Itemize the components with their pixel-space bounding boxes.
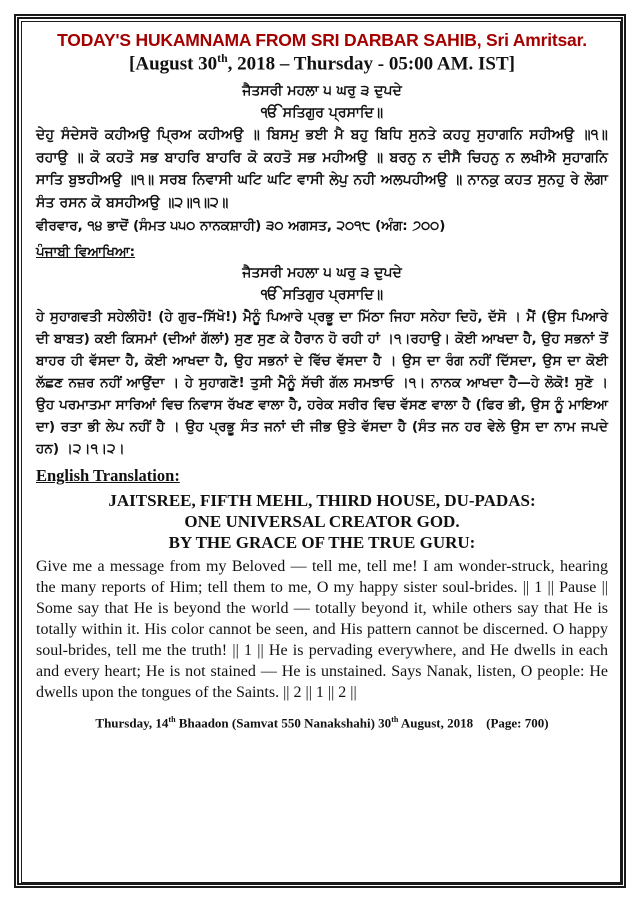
punjabi-explanation: ਹੇ ਸੁਹਾਗਵਤੀ ਸਹੇਲੀਹੋ! (ਹੇ ਗੁਰ–ਸਿੱਖੋ!) ਮੈਨੂੰ ਪਿਆਰੇ ਪ੍ਰਭੂ ਦਾ ਮਿੱਠਾ ਜਿਹਾ ਸਨੇਹਾ ਦਿਹੋ, ਦੱਸੋ । ਮੈਂ (ਉਸ ਪਿਆਰੇ ਦੀ ਬਾਬਤ) ਕਈ ਕਿਸਮਾਂ (ਦੀਆਂ ਗੱਲਾਂ) ਸੁਣ ਸੁਣ ਕੇ ਹੈਰਾਨ ਹੋ ਰਹੀ ਹਾਂ ।੧।ਰਹਾਉ। ਕੋਈ ਆਖਦਾ ਹੈ, ਉਹ ਸਭਨਾਂ ਤੋਂ ਬਾਹਰ ਹੀ ਵੱਸਦਾ ਹੈ, ਕੋਈ ਆਖਦਾ ਹੈ, ਉਹ ਸਭਨਾਂ ਦੇ ਵਿੱਚ ਵੱਸਦਾ ਹੈ । ਉਸ ਦਾ ਰੰਗ ਨਹੀਂ ਦਿੱਸਦਾ, ਉਸ ਦਾ ਕੋਈ ਲੱਛਣ ਨਜ਼ਰ ਨਹੀਂ ਆਉਂਦਾ । ਹੇ ਸੁਹਾਗਣੋ! ਤੁਸੀ ਮੈਨੂੰ ਸੱਚੀ ਗੱਲ ਸਮਝਾਓ ।੧। ਨਾਨਕ ਆਖਦਾ ਹੈ—ਹੇ ਲੋਕੋ! ਸੁਣੋ । ਉਹ ਪਰਮਾਤਮਾ ਸਾਰਿਆਂ ਵਿਚ ਨਿਵਾਸ ਰੱਖਣ ਵਾਲਾ ਹੈ, ਹਰੇਕ ਸਰੀਰ ਵਿਚ ਵੱਸਣ ਵਾਲਾ ਹੈ (ਫਿਰ ਭੀ, ਉਸ ਨੂੰ ਮਾਇਆ ਦਾ) ਰਤਾ ਭੀ ਲੇਪ ਨਹੀਂ ਹੈ । ਉਹ ਪ੍ਰਭੂ ਸੰਤ ਜਨਾਂ ਦੀ ਜੀਭ ਉਤੇ ਵੱਸਦਾ ਹੈ (ਸੰਤ ਜਨ ਹਰ ਵੇਲੇ ਉਸ ਦਾ ਨਾਮ ਜਪਦੇ ਹਨ) ।੨।੧।੨। — [36, 309, 608, 458]
gurmukhi-date-line: ਵੀਰਵਾਰ, ੧੪ ਭਾਦੋਂ (ਸੰਮਤ ੫੫੦ ਨਾਨਕਸ਼ਾਹੀ) ੩੦ ਅਗਸਤ, ੨੦੧੮ (ਅੰਗ: ੭੦੦) — [36, 218, 446, 235]
punjabi-section-title: ਪੰਜਾਬੀ ਵਿਆਖਿਆ: — [36, 244, 136, 261]
english-translation: Give me a message from my Beloved — tell me, tell me! I am wonder-struck, hearing the many reports of Him; tell them to me, O my happy sister soul-brides. || 1 || Pause || Some say that He is beyond the world — totally beyond it, while others say that He is totally within it. His color cannot be seen, and His pattern cannot be discerned. O happy soul-brides, tell me the truth! || 1 || He is pervading everywhere, and He dwells in each and every heart; He is not stained — He is unstained. Says Nanak, listen, O people: He dwells upon the tongues of the Saints. || 2 || 1 || 2 || — [36, 558, 608, 702]
footer-part-1: Thursday, 14 — [95, 715, 169, 731]
date-header-post: , 2018 – Thursday - 05:00 AM. IST] — [227, 53, 515, 75]
english-heading-2: ONE UNIVERSAL CREATOR GOD. — [184, 512, 460, 532]
gurmukhi-heading-2: ੴ ਸਤਿਗੁਰ ਪ੍ਰਸਾਦਿ॥ — [260, 105, 384, 122]
footer-sup-2: th — [391, 715, 399, 725]
english-heading-1: JAITSREE, FIFTH MEHL, THIRD HOUSE, DU-PADAS: — [108, 491, 536, 511]
footer-sup-1: th — [168, 715, 176, 725]
punjabi-heading-1: ਜੈਤਸਰੀ ਮਹਲਾ ੫ ਘਰੁ ੩ ਦੁਪਦੇ — [242, 265, 402, 282]
gurmukhi-shabad: ਦੇਹੁ ਸੰਦੇਸਰੋ ਕਹੀਅਉ ਪ੍ਰਿਅ ਕਹੀਅਉ ॥ ਬਿਸਮੁ ਭਈ ਮੈ ਬਹੁ ਬਿਧਿ ਸੁਨਤੇ ਕਹਹੁ ਸੁਹਾਗਨਿ ਸਹੀਅਉ ॥੧॥ ਰਹਾਉ ॥ ਕੋ ਕਹਤੋ ਸਭ ਬਾਹਰਿ ਬਾਹਰਿ ਕੋ ਕਹਤੋ ਸਭ ਮਹੀਅਉ ॥ ਬਰਨੁ ਨ ਦੀਸੈ ਚਿਹਨੁ ਨ ਲਖੀਐ ਸੁਹਾਗਨਿ ਸਾਤਿ ਬੁਝਹੀਅਉ ॥੧॥ ਸਰਬ ਨਿਵਾਸੀ ਘਟਿ ਘਟਿ ਵਾਸੀ ਲੇਪੁ ਨਹੀ ਅਲਪਹੀਅਉ ॥ ਨਾਨਕੁ ਕਹਤ ਸੁਨਹੁ ਰੇ ਲੋਗਾ ਸੰਤ ਰਸਨ ਕੋ ਬਸਹੀਅਉ ॥੨॥੧॥੨॥ — [36, 127, 608, 211]
english-heading-3: BY THE GRACE OF THE TRUE GURU: — [168, 533, 476, 553]
date-header — [30, 52, 614, 75]
page-title: TODAY'S HUKAMNAMA FROM SRI DARBAR SAHIB, Sri Amritsar. — [57, 30, 587, 50]
punjabi-heading-2: ੴ ਸਤਿਗੁਰ ਪ੍ਰਸਾਦਿ॥ — [260, 287, 384, 304]
gurmukhi-heading-1: ਜੈਤਸਰੀ ਮਹਲਾ ੫ ਘਰੁ ੩ ਦੁਪਦੇ — [242, 83, 402, 100]
hukamnama-document — [30, 28, 614, 732]
footer-page: (Page: 700) — [486, 715, 549, 731]
date-header-pre: [August 30 — [129, 53, 218, 75]
footer-part-2: Bhaadon (Samvat 550 Nanakshahi) 30 — [175, 715, 392, 731]
footer-part-3: August, 2018 — [398, 715, 474, 731]
footer-date-line — [30, 715, 614, 731]
date-header-sup: th — [217, 52, 228, 65]
english-section-title: English Translation: — [36, 466, 180, 486]
